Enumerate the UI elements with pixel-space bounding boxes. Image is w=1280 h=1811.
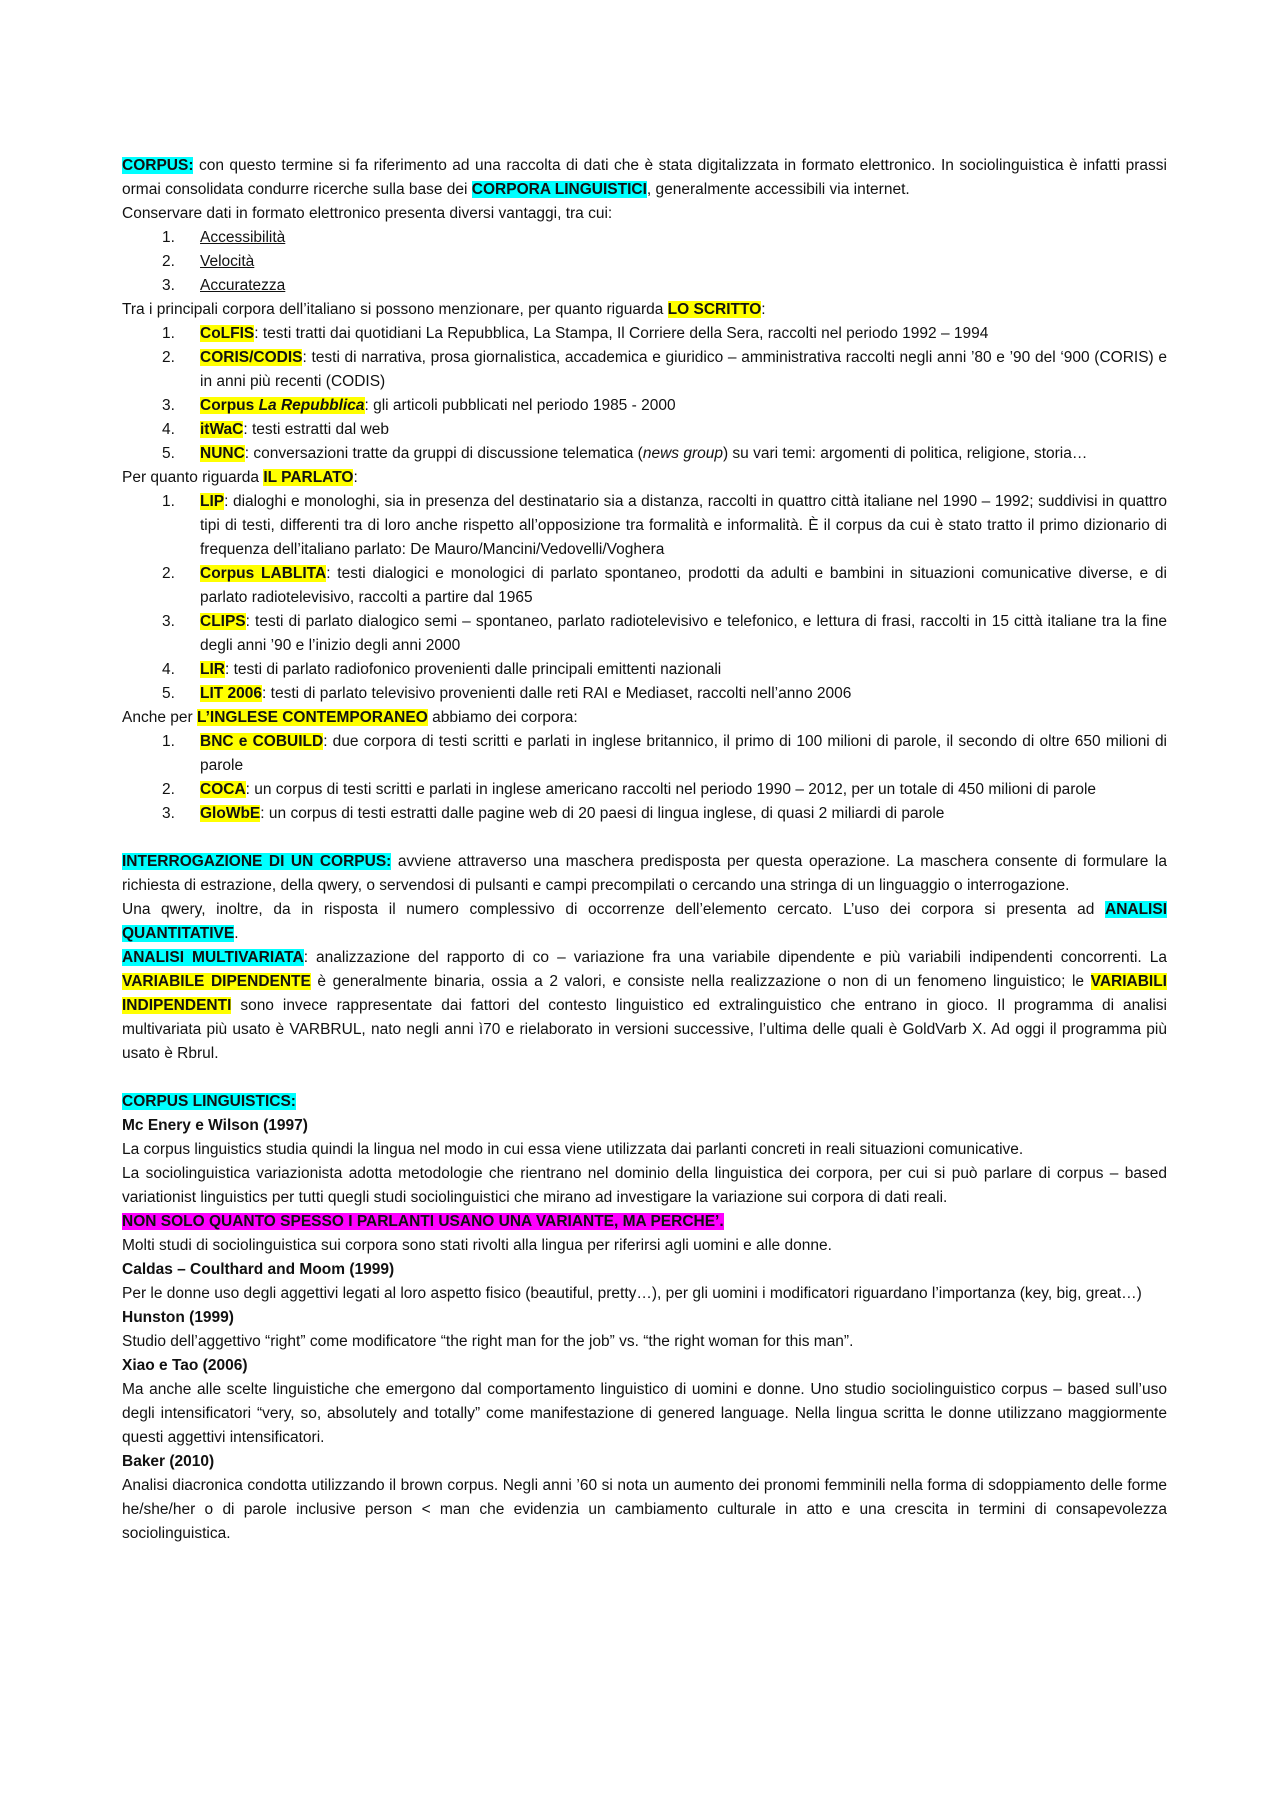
list-item: 5. LIT 2006: testi di parlato televisivo provenienti dalle reti RAI e Mediaset, raccolti nell’anno 2006 xyxy=(162,685,852,702)
list-item: 4. itWaC: testi estratti dal web xyxy=(162,421,389,438)
interrogazione-paragraph: INTERROGAZIONE DI UN CORPUS: avviene attraverso una maschera predisposta per questa operazione. La maschera consente di formulare la richiesta di estrazione, della qwery, o servendosi di pulsanti e campi precompilati o cercando una stringa di un linguaggio o interrogazione. xyxy=(122,853,1167,894)
list-item: 2. Corpus LABLITA: testi dialogici e monologici di parlato spontaneo, prodotti da adulti e bambini in situazioni comunicative diverse, e di parlato radiotelevisivo, raccolti a partire dal 1965 xyxy=(162,565,1167,606)
section-heading: CORPUS LINGUISTICS: xyxy=(122,1093,296,1110)
corpora-term: CORPORA LINGUISTICI xyxy=(471,181,647,198)
paragraph: Studio dell’aggettivo “right” come modificatore “the right man for the job” vs. “the right woman for this man”. xyxy=(122,1333,854,1350)
list-item: 3. Accuratezza xyxy=(162,277,286,294)
list-item: 1. LIP: dialoghi e monologhi, sia in presenza del destinatario sia a distanza, raccolti in quattro città italiane nel 1990 – 1992; suddivisi in quattro tipi di testi, differenti tra di loro anche rispetto all’opposizione tra formalità e informalità. È il corpus da cui è stato tratto il primo dizionario di frequenza dell’italiano parlato: De Mauro/Mancini/Vedovelli/Voghera xyxy=(162,493,1167,558)
document-body xyxy=(122,154,1167,1546)
corpus-definition: CORPUS: con questo termine si fa riferimento ad una raccolta di dati che è stata digitalizzata in formato elettronico. In sociolinguistica è infatti prassi ormai consolidata condurre ricerche sulla base dei CORPORA LINGUISTICI, generalmente accessibili via internet. xyxy=(122,157,1167,198)
list-item: 4. LIR: testi di parlato radiofonico provenienti dalle principali emittenti nazionali xyxy=(162,661,722,678)
paragraph: La corpus linguistics studia quindi la lingua nel modo in cui essa viene utilizzata dai parlanti concreti in reali situazioni comunicative. xyxy=(122,1141,1024,1158)
corpus-term: CORPUS: xyxy=(122,157,194,174)
list-item: 1. CoLFIS: testi tratti dai quotidiani La Repubblica, La Stampa, Il Corriere della Sera, raccolti nel periodo 1992 – 1994 xyxy=(162,325,989,342)
advantages-intro: Conservare dati in formato elettronico presenta diversi vantaggi, tra cui: xyxy=(122,205,613,222)
inglese-intro: Anche per L’INGLESE CONTEMPORANEO abbiamo dei corpora: xyxy=(122,709,578,726)
list-item: 1. BNC e COBUILD: due corpora di testi scritti e parlati in inglese britannico, il primo di 100 milioni di parole, il secondo di oltre 650 milioni di parole xyxy=(162,733,1168,774)
inglese-list xyxy=(122,730,1167,826)
reference-heading: Caldas – Coulthard and Moom (1999) xyxy=(122,1261,395,1278)
advantages-list xyxy=(122,226,1167,298)
scritto-list xyxy=(122,322,1167,466)
paragraph: Per le donne uso degli aggettivi legati al loro aspetto fisico (beautiful, pretty…), per gli uomini i modificatori riguardano l’importanza (key, big, great…) xyxy=(122,1285,1142,1302)
parlato-intro: Per quanto riguarda IL PARLATO: xyxy=(122,469,358,486)
paragraph: Ma anche alle scelte linguistiche che emergono dal comportamento linguistico di uomini e donne. Uno studio sociolinguistico corpus – based sull’uso degli intensificatori “very, so, absolutely and totally” come manifestazione di genered language. Nella lingua scritta le donne utilizzano maggiormente questi aggettivi intensificatori. xyxy=(122,1381,1167,1446)
list-item: 3. Corpus La Repubblica: gli articoli pubblicati nel periodo 1985 - 2000 xyxy=(162,397,676,414)
list-item: 5. NUNC: conversazioni tratte da gruppi di discussione telematica (news group) su vari temi: argomenti di politica, religione, storia… xyxy=(162,445,1088,462)
spacer xyxy=(122,1066,1167,1090)
list-item: 2. COCA: un corpus di testi scritti e parlati in inglese americano raccolti nel periodo 1990 – 2012, per un totale di 450 milioni di parole xyxy=(162,781,1097,798)
list-item: 1. Accessibilità xyxy=(162,229,286,246)
scritto-intro: Tra i principali corpora dell’italiano si possono menzionare, per quanto riguarda LO SCRITTO: xyxy=(122,301,766,318)
paragraph: La sociolinguistica variazionista adotta metodologie che rientrano nel dominio della linguistica dei corpora, per cui si può parlare di corpus – based variationist linguistics per tutti quegli studi sociolinguistici che mirano ad investigare la variazione sui corpora di dati reali. xyxy=(122,1165,1167,1206)
spacer xyxy=(122,826,1167,850)
paragraph: Molti studi di sociolinguistica sui corpora sono stati rivolti alla lingua per riferirsi agli uomini e alle donne. xyxy=(122,1237,832,1254)
list-item: 2. CORIS/CODIS: testi di narrativa, prosa giornalistica, accademica e giuridico – amministrativa raccolti negli anni ’80 e ’90 del ‘900 (CORIS) e in anni più recenti (CODIS) xyxy=(162,349,1167,390)
list-item: 2. Velocità xyxy=(162,253,255,270)
reference-heading: Mc Enery e Wilson (1997) xyxy=(122,1117,308,1134)
reference-heading: Baker (2010) xyxy=(122,1453,215,1470)
list-item: 3. GloWbE: un corpus di testi estratti dalle pagine web di 20 paesi di lingua inglese, di quasi 2 miliardi di parole xyxy=(162,805,945,822)
reference-heading: Xiao e Tao (2006) xyxy=(122,1357,248,1374)
reference-heading: Hunston (1999) xyxy=(122,1309,234,1326)
multivariata-paragraph: ANALISI MULTIVARIATA: analizzazione del rapporto di co – variazione fra una variabile dipendente e più variabili indipendenti concorrenti. La VARIABILE DIPENDENTE è generalmente binaria, ossia a 2 valori, e consiste nella realizzazione o non di un fenomeno linguistico; le VARIABILI INDIPENDENTI sono invece rappresentate dai fattori del contesto linguistico ed extralinguistico che entrano in gioco. Il programma di analisi multivariata più usato è VARBRUL, nato negli anni ì70 e rielaborato in versioni successive, l’ultima delle quali è GoldVarb X. Ad oggi il programma più usato è Rbrul. xyxy=(122,949,1167,1062)
highlight-statement: NON SOLO QUANTO SPESSO I PARLANTI USANO UNA VARIANTE, MA PERCHE’. xyxy=(122,1213,724,1230)
list-item: 3. CLIPS: testi di parlato dialogico semi – spontaneo, parlato radiotelevisivo e telefonico, e lettura di frasi, raccolti in 15 città italiane tra la fine degli anni ’90 e l’inizio degli anni 2000 xyxy=(162,613,1167,654)
paragraph: Analisi diacronica condotta utilizzando il brown corpus. Negli anni ’60 si nota un aumento dei pronomi femminili nella forma di sdoppiamento delle forme he/she/her o di parole inclusive person < man che evidenzia un cambiamento culturale in atto e una crescita in termini di consapevolezza sociolinguistica. xyxy=(122,1477,1167,1542)
qwery-paragraph: Una qwery, inoltre, da in risposta il numero complessivo di occorrenze dell’elemento cercato. L’uso dei corpora si presenta ad ANALISI QUANTITATIVE. xyxy=(122,901,1167,942)
parlato-list xyxy=(122,490,1167,706)
